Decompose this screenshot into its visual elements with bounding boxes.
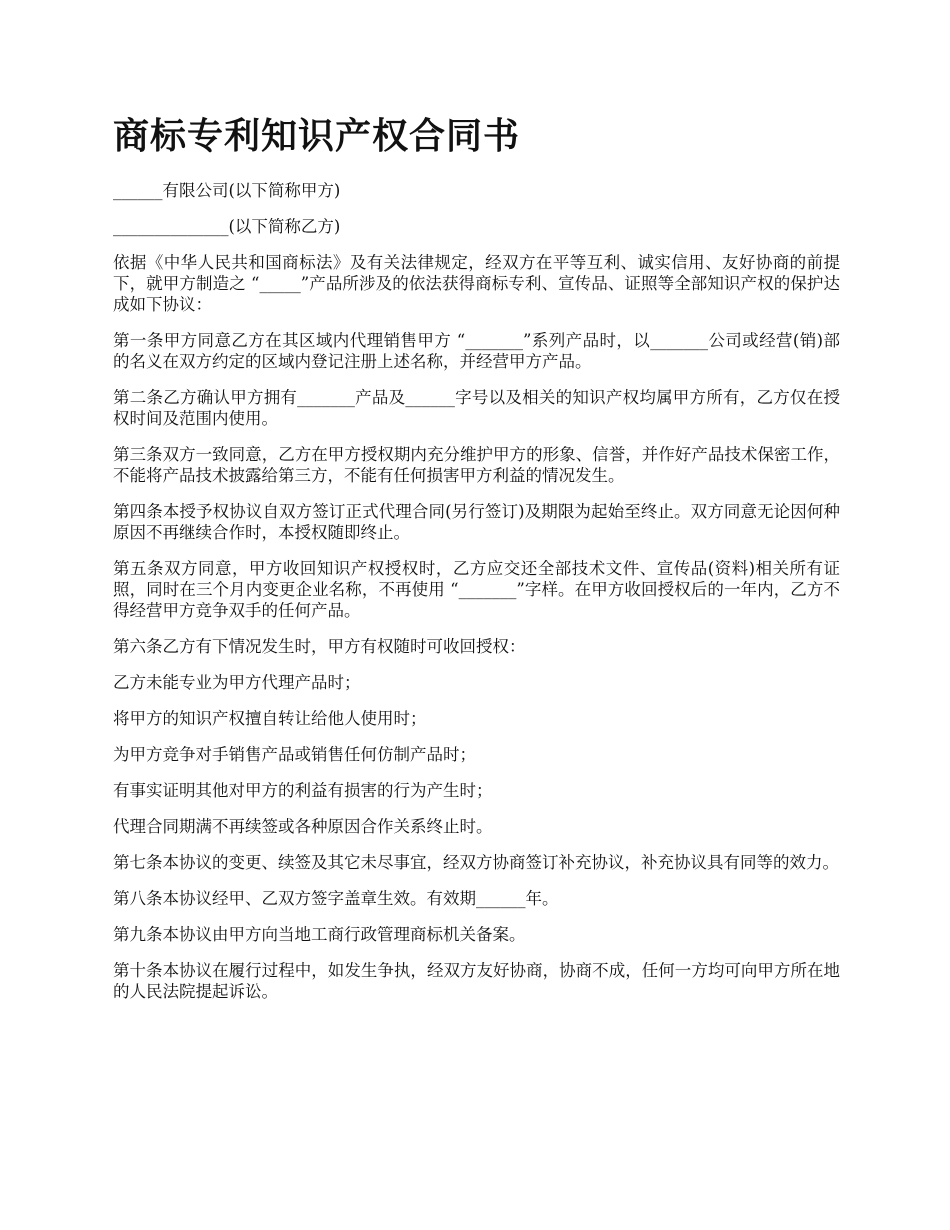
article-6-item-4: 有事实证明其他对甲方的利益有损害的行为产生时； — [113, 781, 493, 800]
article-3: 第三条双方一致同意，乙方在甲方授权期内充分维护甲方的形象、信誉，并作好产品技术保密工作，不能将产品技术披露给第三方，不能有任何损害甲方利益的情况发生。 — [113, 445, 840, 485]
article-6: 第六条乙方有下情况发生时，甲方有权随时可收回授权： — [113, 637, 526, 656]
article-8: 第八条本协议经甲、乙双方签字盖章生效。有效期______年。 — [113, 889, 559, 908]
article-2: 第二条乙方确认甲方拥有_______产品及______字号以及相关的知识产权均属甲方所有，乙方仅在授权时间及范围内使用。 — [113, 388, 840, 428]
preamble-paragraph: 依据《中华人民共和国商标法》及有关法律规定，经双方在平等互利、诚实信用、友好协商的前提下，就甲方制造之 “_____”产品所涉及的依法获得商标专利、宣传品、证照等全部知识产权的保护达成如下协议： — [113, 253, 840, 314]
party-b-line: ______________(以下简称乙方) — [113, 217, 341, 236]
party-a-line: ______有限公司(以下简称甲方) — [113, 181, 341, 200]
article-6-item-1: 乙方未能专业为甲方代理产品时； — [113, 673, 361, 692]
article-10: 第十条本协议在履行过程中，如发生争执，经双方友好协商，协商不成，任何一方均可向甲方所在地的人民法院提起诉讼。 — [113, 961, 840, 1001]
document-title: 商标专利知识产权合同书 — [113, 115, 521, 157]
article-1: 第一条甲方同意乙方在其区域内代理销售甲方 “_______”系列产品时，以_______公司或经营(销)部的名义在双方约定的区域内登记注册上述名称，并经营甲方产品。 — [113, 331, 840, 371]
document-body — [113, 112, 840, 1017]
article-9: 第九条本协议由甲方向当地工商行政管理商标机关备案。 — [113, 925, 526, 944]
article-6-item-2: 将甲方的知识产权擅自转让给他人使用时； — [113, 709, 427, 728]
article-6-item-3: 为甲方竞争对手销售产品或销售任何仿制产品时； — [113, 745, 476, 764]
article-4: 第四条本授予权协议自双方签订正式代理合同(另行签订)及期限为起始至终止。双方同意无论因何种原因不再继续合作时，本授权随即终止。 — [113, 502, 840, 542]
article-7: 第七条本协议的变更、续签及其它未尽事宜，经双方协商签订补充协议，补充协议具有同等的效力。 — [113, 853, 839, 872]
article-5: 第五条双方同意，甲方收回知识产权授权时，乙方应交还全部技术文件、宣传品(资料)相关所有证照，同时在三个月内变更企业名称，不再使用 “_______”字样。在甲方收回授权后的一年内，乙方不得经营甲方竞争双手的任何产品。 — [113, 559, 840, 620]
article-6-item-5: 代理合同期满不再续签或各种原因合作关系终止时。 — [113, 817, 493, 836]
